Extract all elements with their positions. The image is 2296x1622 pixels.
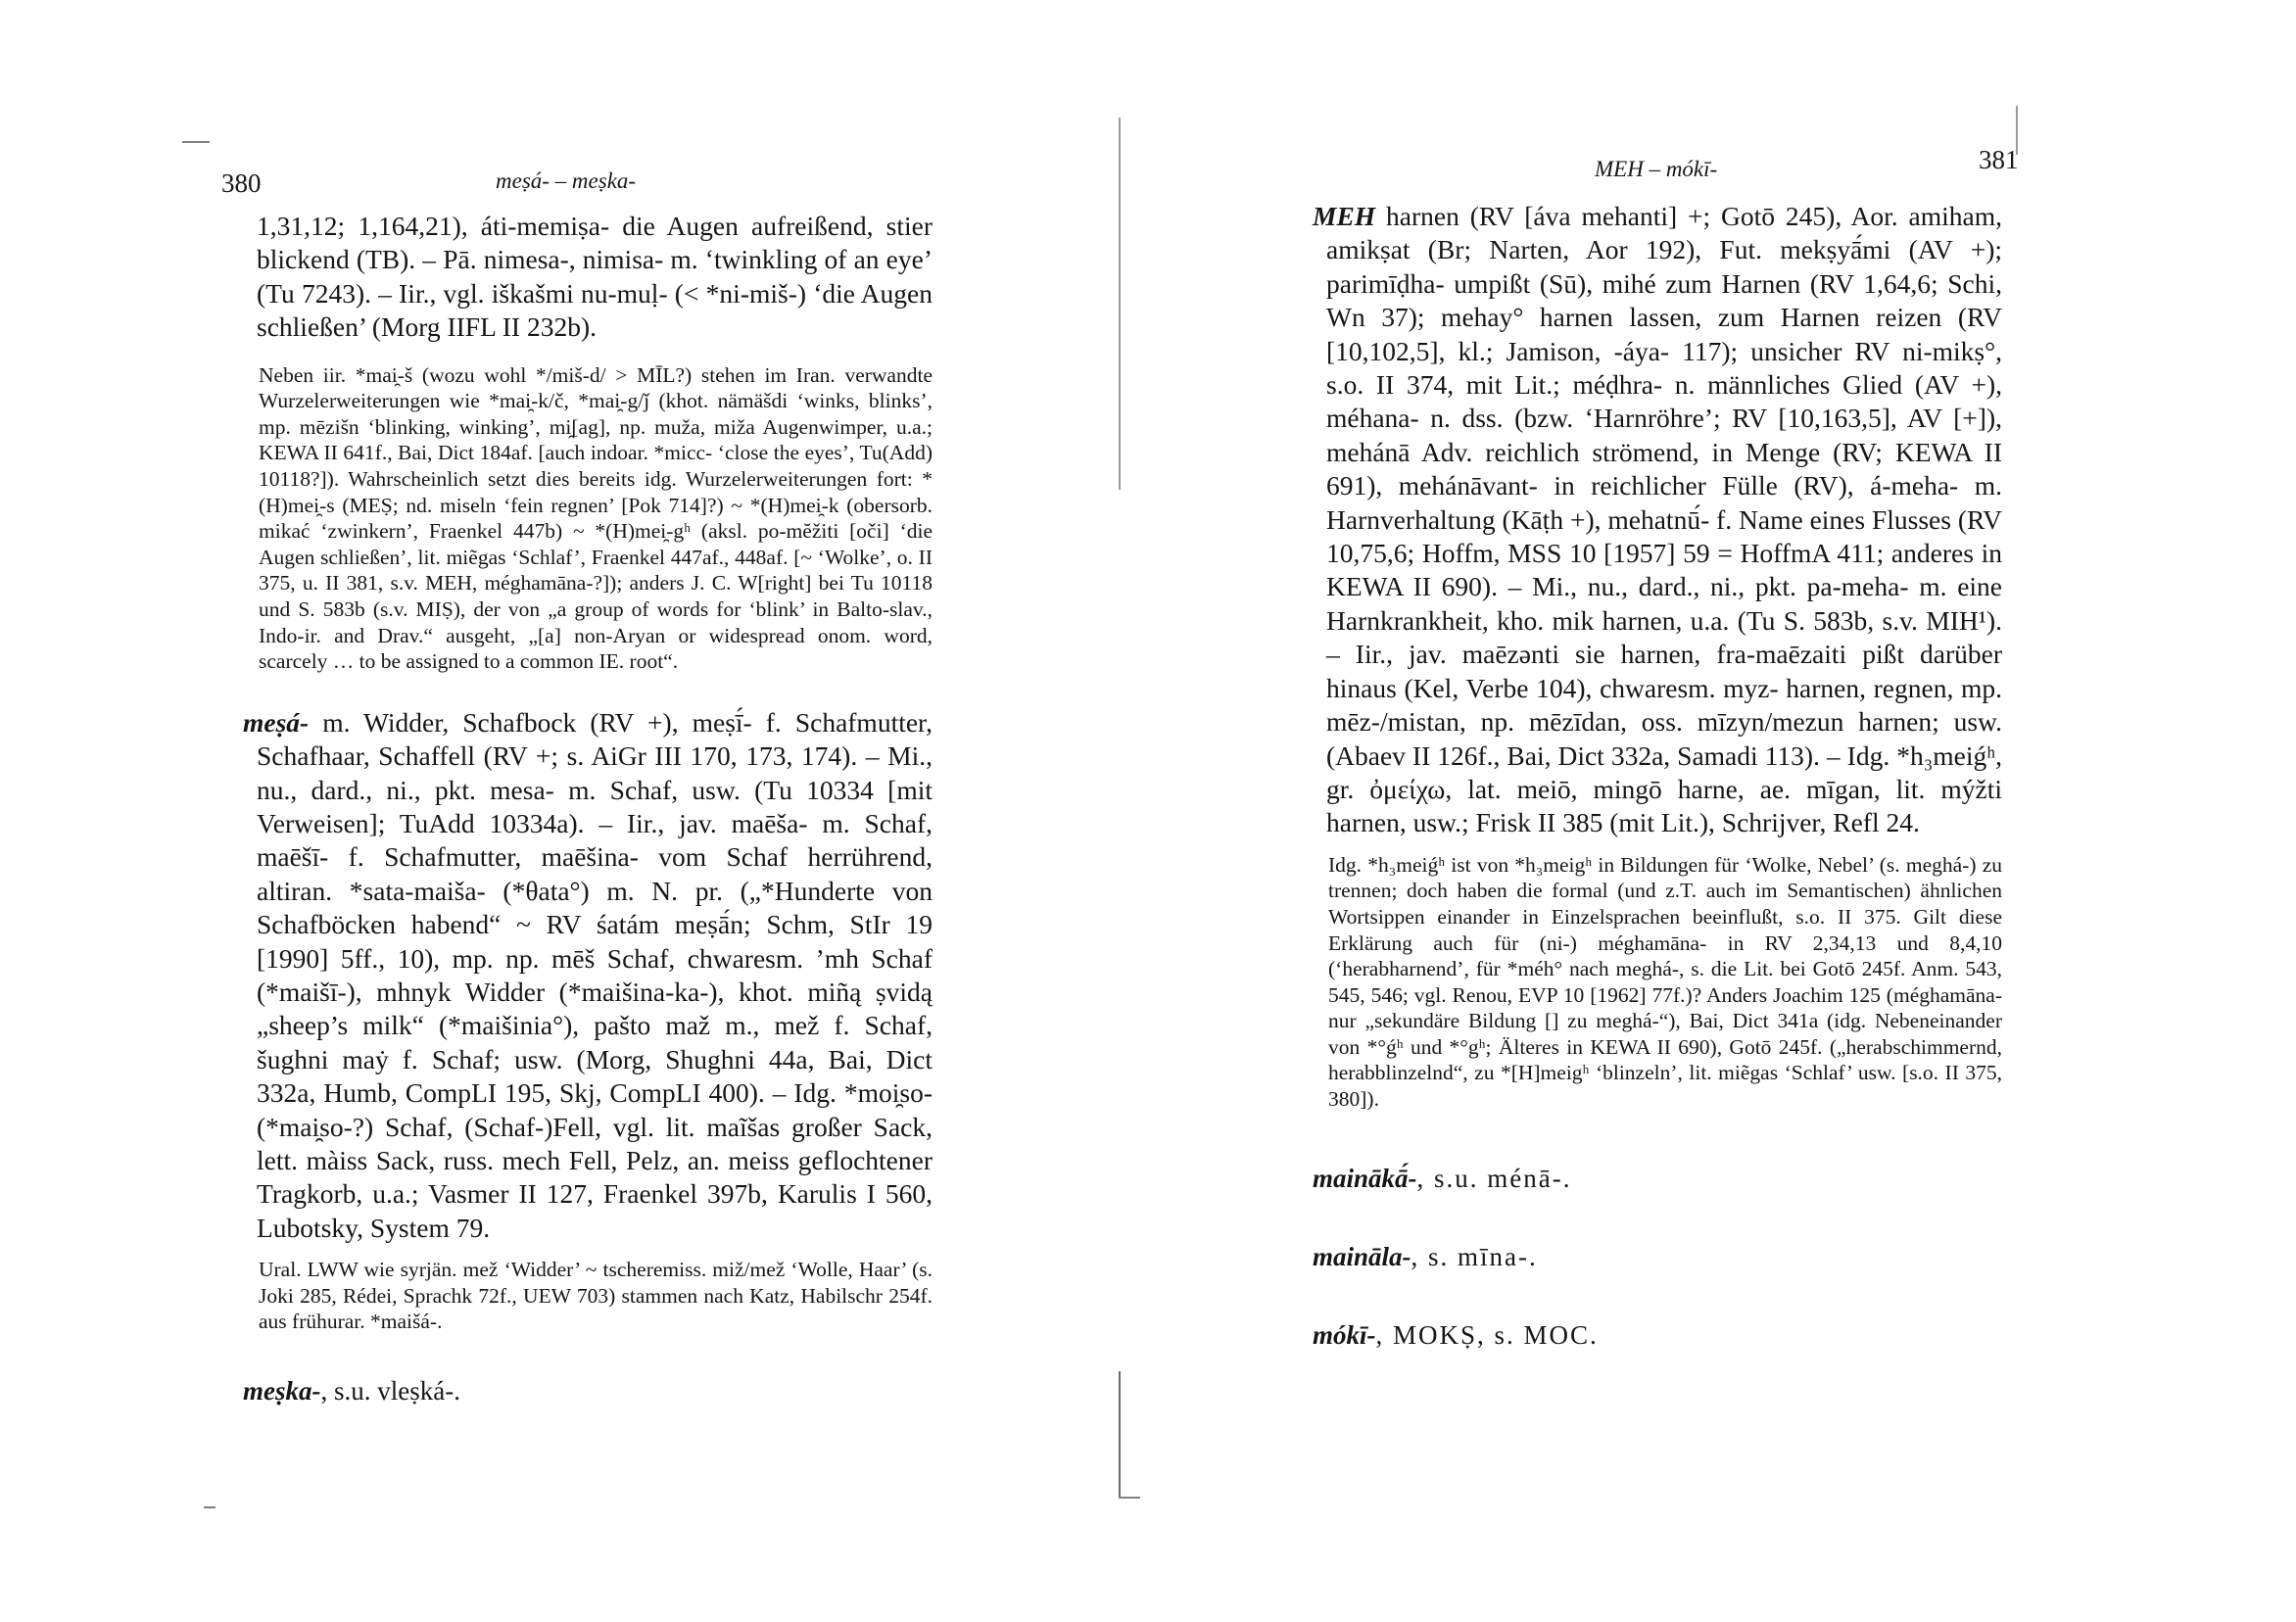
cross-ref-mainala-text: , s. mīna-. bbox=[1411, 1241, 1538, 1271]
entry-mesa bbox=[243, 706, 933, 1246]
cross-ref-mainala bbox=[1313, 1240, 2002, 1273]
note-ural: Ural. LWW wie syrjän. mež ‘Widder’ ~ tscheremiss. miž/mež ‘Wolle, Haar’ (s. Joki 285, Rédei, Sprachk 72f., UEW 703) stammen nach Katz, Habilschr 254f. aus frühurar. *maišá-. bbox=[259, 1258, 933, 1334]
gutter-line-bottom bbox=[1119, 1371, 1121, 1499]
running-head-left: meṣá- – meṣka- bbox=[496, 168, 637, 193]
gutter-line-top bbox=[1119, 118, 1121, 490]
margin-mark-top-left bbox=[182, 141, 210, 143]
right-text-column bbox=[1313, 200, 2002, 1352]
headword-mainaka: mainākā́- bbox=[1313, 1163, 1417, 1193]
page-number-right: 381 bbox=[1979, 145, 2019, 174]
cross-ref-moki-text: , MOKṢ, s. MOC. bbox=[1375, 1319, 1599, 1350]
margin-mark-bottom-left bbox=[204, 1506, 215, 1508]
note-meh: Idg. *h₃meiǵʰ ist von *h₃meigʰ in Bildungen für ‘Wolke, Nebel’ (s. meghá-) zu trennen; doch haben die formal (und z.T. auch im Semantischen) ähnlichen Wortsippen einander in Einzelsprachen beeinflußt, s.o. II 375. Gilt diese Erklärung auch für (ni-) méghamāna- in RV 2,34,13 und 8,4,10 (‘herabharnend’, für *méh° nach meghá-, s. die Lit. bei Gotō 245f. Anm. 543, 545, 546; vgl. Renou, EVP 10 [1962] 77f.)? Anders Joachim 125 (méghamāna- nur „sekundäre Bildung [] zu meghá-“), Bai, Dict 341a (idg. Nebeneinander von *°ǵʰ und *°gʰ; Älteres in KEWA II 690), Gotō 245f. („herabschimmernd, herabblinzelnd“, zu *[H]meigʰ ‘blinzeln’, lit. miẽgas ‘Schlaf’ usw. [s.o. II 375, 380]). bbox=[1328, 852, 2002, 1112]
cross-ref-meska-text: , s.u. vleṣká-. bbox=[320, 1376, 460, 1407]
left-text-column bbox=[243, 210, 933, 1407]
headword-mesa: meṣá- bbox=[243, 706, 310, 738]
entry-meh-text: harnen (RV [áva mehanti] +; Gotō 245), Aor. amiham, amikṣat (Br; Narten, Aor 192), Fut. mekṣyā́mi (AV +); parimīḍha- umpißt (Sū), mihé zum Harnen (RV 1,64,6; Schi, Wn 37); mehay° harnen lassen, zum Harnen reizen (RV [10,102,5], kl.; Jamison, -áya- 117); unsicher RV ni-mikṣ°, s.o. II 374, mit Lit.; méḍhra- n. männliches Glied (AV +), méhana- n. dss. (bzw. ‘Harnröhre’; RV [10,163,5], AV [+]), mehánā Adv. reichlich strömend, in Menge (RV; KEWA II 691), mehánāvant- in reichlicher Fülle (RV), á-meha- m. Harnverhaltung (Kāṭh +), mehatnū́- f. Name eines Flusses (RV 10,75,6; Hoffm, MSS 10 [1957] 59 = HoffmA 411; anderes in KEWA II 690). – Mi., nu., dard., ni., pkt. pa-meha- m. eine Harnkrankheit, kho. mik harnen, u.a. (Tu S. 583b, s.v. MIH¹). – Iir., jav. maēzənti sie harnen, fra-maēzaiti pißt darüber hinaus (Kel, Verbe 104), chwaresm. myz- harnen, regnen, mp. mēz-/mistan, np. mēzīdan, oss. mīzyn/mezun harnen; usw. (Abaev II 126f., Bai, Dict 332a, Samadi 113). – Idg. *h₃meiǵʰ, gr. ὀμείχω, lat. meiō, mingō harne, ae. mīgan, lit. mýžti harnen, usw.; Frisk II 385 (mit Lit.), Schrijver, Refl 24. bbox=[1326, 201, 2002, 838]
running-head-right: MEH – mókī- bbox=[1595, 157, 1718, 181]
page-number-left: 380 bbox=[221, 168, 262, 198]
cross-ref-meska bbox=[243, 1374, 933, 1407]
cross-ref-moki bbox=[1313, 1318, 2002, 1352]
right-page bbox=[1148, 0, 2296, 1622]
gutter-foot-mark bbox=[1119, 1497, 1140, 1499]
cross-ref-mainaka bbox=[1313, 1162, 2002, 1195]
headword-mainala: maināla- bbox=[1313, 1241, 1411, 1271]
headword-meh: MEH bbox=[1313, 201, 1376, 231]
cross-ref-mainaka-text: , s.u. ménā-. bbox=[1416, 1163, 1572, 1193]
headword-moki: mókī- bbox=[1313, 1319, 1376, 1350]
entry-mesa-text: m. Widder, Schafbock (RV +), meṣī́- f. Schafmutter, Schafhaar, Schaffell (RV +; s. AiGr III 170, 173, 174). – Mi., nu., dard., ni., pkt. mesa- m. Schaf, usw. (Tu 10334 [mit Verweisen]; TuAdd 10334a). – Iir., jav. maēša- m. Schaf, maēšī- f. Schafmutter, maēšina- vom Schaf herrührend, altiran. *sata-maiša- (*θata°) m. N. pr. („*Hunderte von Schafböcken habend“ ~ RV śatám meṣā́n; Schm, StIr 19 [1990] 5ff., 10), mp. np. mēš Schaf, chwaresm. ’mh Schaf (*maišī-), mhnyk Widder (*maišina-ka-), khot. miñą ṣvidą „sheep’s milk“ (*maišinia°), pašto maž m., mež f. Schaf, šughni maẏ f. Schaf; usw. (Morg, Shughni 44a, Bai, Dict 332a, Humb, CompLI 195, Skj, CompLI 400). – Idg. *moi̯so- (*mai̯so-?) Schaf, (Schaf-)Fell, vgl. lit. maĩšas großer Sack, lett. màiss Sack, russ. mech Fell, Pelz, an. meiss geflochtener Tragkorb, u.a.; Vasmer II 127, Fraenkel 397b, Karulis I 560, Lubotsky, System 79. bbox=[257, 706, 933, 1243]
note-paragraph: Neben iir. *mai̯-š (wozu wohl */miš-d/ > MĪL?) stehen im Iran. verwandte Wurzelerweiterungen wie *mai̯-k/č, *mai̯-g/ǰ (khot. nämäšdi ‘winks, blinks’, mp. mēzišn ‘blinking, winking’, mi̯[ag], np. muža, miža Augenwimper, u.a.; KEWA II 641f., Bai, Dict 184af. [auch indoar. *micc- ‘close the eyes’, Tu(Add) 10118?]). Wahrscheinlich setzt dies bereits idg. Wurzelerweiterungen fort: *(H)mei̯-s (MEṢ; nd. miseln ‘fein regnen’ [Pok 714]?) ~ *(H)mei̯-k (obersorb. mikać ‘zwinkern’, Fraenkel 447b) ~ *(H)mei̯-gʰ (aksl. po-mĕžiti [oči] ‘die Augen schließen’, lit. miẽgas ‘Schlaf’, Fraenkel 447af., 448af. [~ ‘Wolke’, o. II 375, u. II 381, s.v. MEH, méghamāna-?]); anders J. C. W[right] bei Tu 10118 und S. 583b (s.v. MIṢ), der von „a group of words for ‘blink’ in Balto-slav., Indo-ir. and Drav.“ ausgeht, „[a] non-Aryan or widespread onom. word, scarcely … to be assigned to a common IE. root“. bbox=[259, 362, 933, 674]
entry-meh bbox=[1313, 200, 2002, 840]
paragraph-continuation: 1,31,12; 1,164,21), áti-memiṣa- die Augen aufreißend, stier blickend (TB). – Pā. nimesa-, nimisa- m. ‘twinkling of an eye’ (Tu 7243). – Iir., vgl. iškašmi nu-muḷ- (< *ni-miš-) ‘die Augen schließen’ (Morg IIFL II 232b). bbox=[257, 211, 933, 343]
headword-meska: meṣka- bbox=[243, 1376, 321, 1407]
